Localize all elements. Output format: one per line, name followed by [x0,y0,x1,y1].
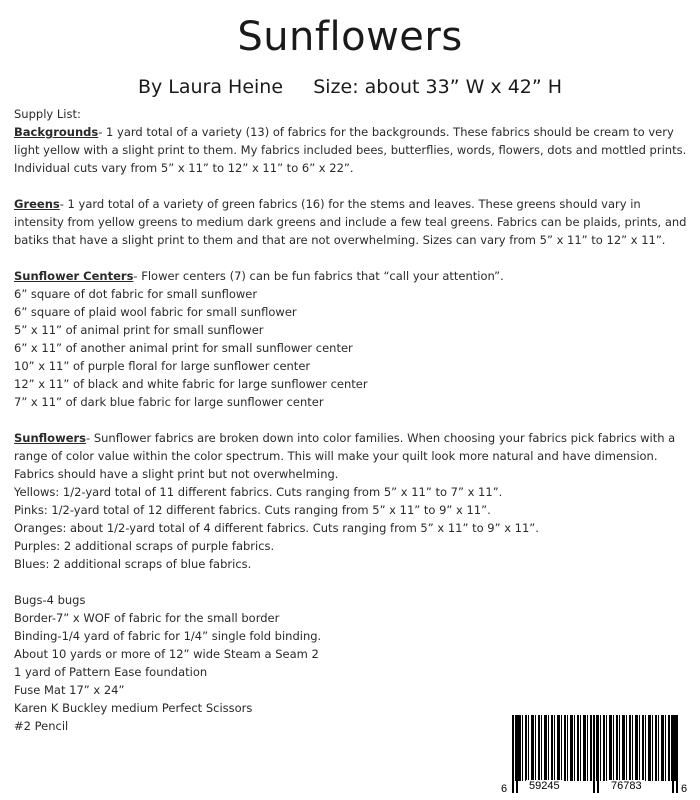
barcode-lead-digit: 6 [501,783,508,795]
subtitle: By Laura Heine Size: about 33” W x 42” H [137,76,563,98]
barcode-group-2: 76783 [608,780,645,792]
backgrounds-section [14,123,690,177]
greens-heading: Greens [14,197,60,211]
list-item: About 10 yards or more of 12” wide Steam a Seam 2 [14,647,319,661]
centers-text: - Flower centers (7) can be fun fabrics that “call your attention”. [133,269,504,283]
list-item: 1 yard of Pattern Ease foundation [14,665,208,679]
backgrounds-text: - 1 yard total of a variety (13) of fabrics for the backgrounds. These fabrics should be cream to very light yellow with a slight print to them. My fabrics included bees, butterflies, words, flowers, dots and mottled prints. Individual cuts vary from 5” x 11” to 12” x 11” to 6” x 22”. [14,125,687,175]
list-item: 12” x 11” of black and white fabric for large sunflower center [14,377,368,391]
list-item: Yellows: 1/2-yard total of 11 different fabrics. Cuts ranging from 5” x 11” to 7” x 11”. [14,485,503,499]
list-item: #2 Pencil [14,719,69,733]
list-item: 6” square of dot fabric for small sunflower [14,287,258,301]
list-item: 6” square of plaid wool fabric for small sunflower [14,305,297,319]
list-item: Binding-1/4 yard of fabric for 1/4” single fold binding. [14,629,322,643]
centers-section [14,267,690,285]
list-item: 6” x 11” of another animal print for small sunflower center [14,341,353,355]
list-item: 7” x 11” of dark blue fabric for large sunflower center [14,395,324,409]
sunflowers-text: - Sunflower fabrics are broken down into color families. When choosing your fabrics pick fabrics with a range of color value within the color spectrum. This will make your quilt look more natural and have dimension. Fabrics should have a slight print but not overwhelming. [14,431,676,481]
centers-heading: Sunflower Centers [14,269,134,283]
backgrounds-heading: Backgrounds [14,125,99,139]
page-title: Sunflowers [237,14,463,60]
supply-list [14,105,690,735]
list-item: Blues: 2 additional scraps of blue fabrics. [14,557,252,571]
list-item: Border-7” x WOF of fabric for the small border [14,611,280,625]
sunflowers-section [14,429,690,483]
barcode-check-digit: 6 [681,783,688,795]
list-item: Oranges: about 1/2-yard total of 4 different fabrics. Cuts ranging from 5” x 11” to 9” x 11”. [14,521,539,535]
sunflowers-heading: Sunflowers [14,431,87,445]
greens-text: - 1 yard total of a variety of green fabrics (16) for the stems and leaves. These greens should vary in intensity from yellow greens to medium dark greens and include a few teal greens. Fabrics can be plaids, prints, and batiks that have a slight print to them and that are not overwhelming. Sizes can vary from 5” x 11” to 12” x 11”. [14,197,687,247]
greens-section [14,195,690,249]
list-item: 10” x 11” of purple floral for large sunflower center [14,359,311,373]
barcode [500,710,690,796]
list-item: Bugs-4 bugs [14,593,86,607]
barcode-group-1: 59245 [526,780,563,792]
list-item: Fuse Mat 17” x 24” [14,683,125,697]
list-item: 5” x 11” of animal print for small sunflower [14,323,264,337]
barcode-bars [512,715,678,781]
supply-list-label: Supply List: [14,107,81,121]
list-item: Pinks: 1/2-yard total of 12 different fabrics. Cuts ranging from 5” x 11” to 9” x 11”. [14,503,491,517]
list-item: Purples: 2 additional scraps of purple fabrics. [14,539,275,553]
list-item: Karen K Buckley medium Perfect Scissors [14,701,253,715]
